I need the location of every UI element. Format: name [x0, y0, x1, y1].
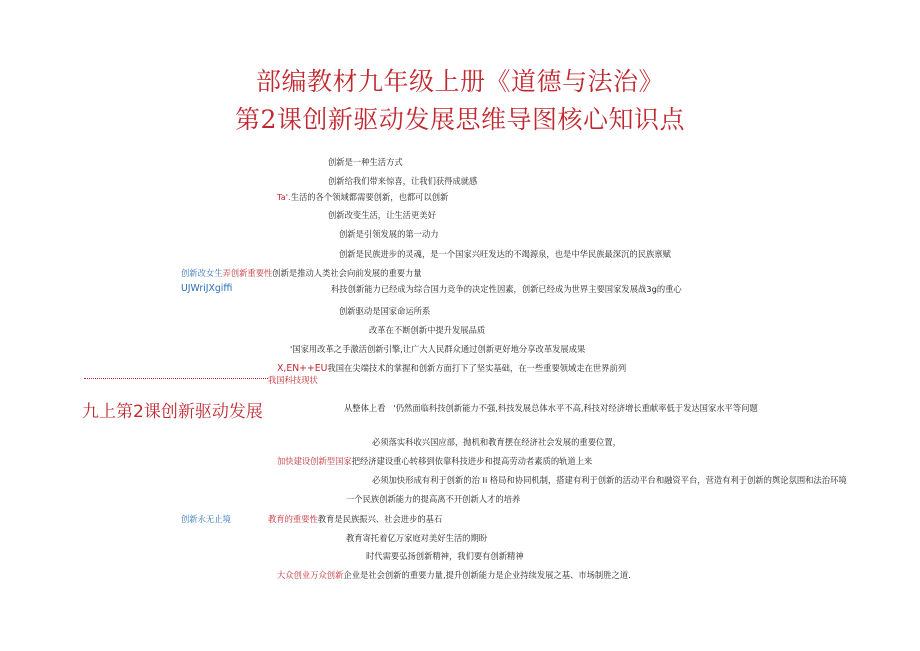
node-all-fields: [277, 192, 448, 202]
node-cutting-edge-text: 我国在尖端技术的掌握和创新方面打下了坚实基础，在一些重要领域走在世界前列: [327, 363, 627, 373]
label-innovation-life: 创新改女生: [181, 268, 223, 278]
node-sci-tech-competition: 科技创新能力已经成为综合国力竞争的决定性因素，创新已经成为世界主要国家发展战3g的重心: [331, 284, 682, 294]
node-importance-text: 创新是推动人类社会向前发展的重要力量: [272, 268, 422, 278]
node-education-importance: [181, 514, 231, 524]
node-innovative-country: [277, 456, 592, 466]
node-lifestyle: 创新是一种生活方式: [328, 157, 403, 167]
node-all-fields-text: 生活的各个领域都需要创新，也都可以创新: [290, 192, 449, 202]
node-cutting-edge: [277, 363, 626, 374]
label-mass-innovation: 大众创业万众创新: [277, 570, 344, 580]
node-first-driver: 创新是引领发展的第一动力: [339, 229, 439, 239]
label-innovation-importance: 弄创新重要性: [222, 268, 273, 278]
node-governance: 必须加快形成有利于创新的治 Ii 格局和协同机制，搭建有利于创新的活动平台和融资平台，营造有利于创新的舆论氛围和法治环境: [372, 475, 847, 485]
node-education-cornerstone: [268, 514, 442, 524]
node-national-destiny: 创新驱动是国家命运所系: [339, 306, 431, 316]
node-reform-quality: 改革在不断创新中提升发展品质: [369, 325, 486, 335]
node-reform-engine: '国家用改革之手激活创新引擎,让广大人民群众通过创新更好地分享改革发展成果: [290, 344, 586, 354]
node-innovative-country-text: 把经济建设重心转移到依靠科技进步和提高劳动者素质的轨道上来: [351, 456, 593, 466]
node-overall-prefix: 从整体上看: [344, 403, 386, 413]
label-red-code: X,EN++EU: [277, 363, 328, 374]
label-innovative-country: 加快建设创新型国家: [277, 456, 352, 466]
title-line-2: 第2课创新驱动发展思维导图核心知识点: [235, 105, 685, 134]
node-surprise: 创新给我们带来惊喜，让我们获得成就感: [328, 176, 478, 186]
node-importance: [181, 268, 422, 278]
node-enterprise: [277, 570, 631, 580]
label-education-importance: 教育的重要性: [268, 514, 318, 524]
root-node: 九上第2课创新驱动发展: [82, 402, 263, 422]
node-education-hope: 教育寄托着亿万家庭对美好生活的期盼: [346, 533, 488, 543]
node-all-fields-prefix: Ta'.: [277, 192, 291, 202]
node-change-life: 创新改变生活，让生活更美好: [328, 210, 436, 220]
label-sci-tech-status: 我国科技现状: [268, 375, 318, 385]
dotted-connector: [84, 378, 268, 379]
node-enterprise-text: 企业是社会创新的重要力量,提升创新能力是企业持续发展之基、市场制胜之道.: [343, 570, 631, 580]
node-overall-text: '仍然面临科技创新能力不强,科技发展总体水平不高,科技对经济增长重献率低于发达国家水平等问题: [393, 403, 758, 413]
label-blue-code: UJWriJXgiffi: [181, 283, 233, 294]
node-education-cornerstone-text: 教育是民族振兴、社会进步的基石: [317, 514, 443, 524]
node-education-priority: 必须落实科收兴国应部，抛机和教育摆在经济社会发展的重要位置，: [372, 437, 621, 447]
node-national-soul: 创新是民族进步的灵魂，是一个国家兴旺发达的不竭源泉，也是中华民族最深沉的民族禀赋: [339, 249, 671, 259]
node-talent: 一个民族创新能力的提高离不开创新人才的培养: [346, 494, 521, 504]
title-line-1: 部编教材九年级上册《道德与法治》: [255, 67, 664, 96]
label-innovation-endless: 创新永无止境: [181, 514, 231, 524]
node-overall-problems: [344, 403, 758, 413]
node-innovation-spirit: 时代需要弘扬创新精神，我们要有创新精神: [366, 551, 524, 561]
